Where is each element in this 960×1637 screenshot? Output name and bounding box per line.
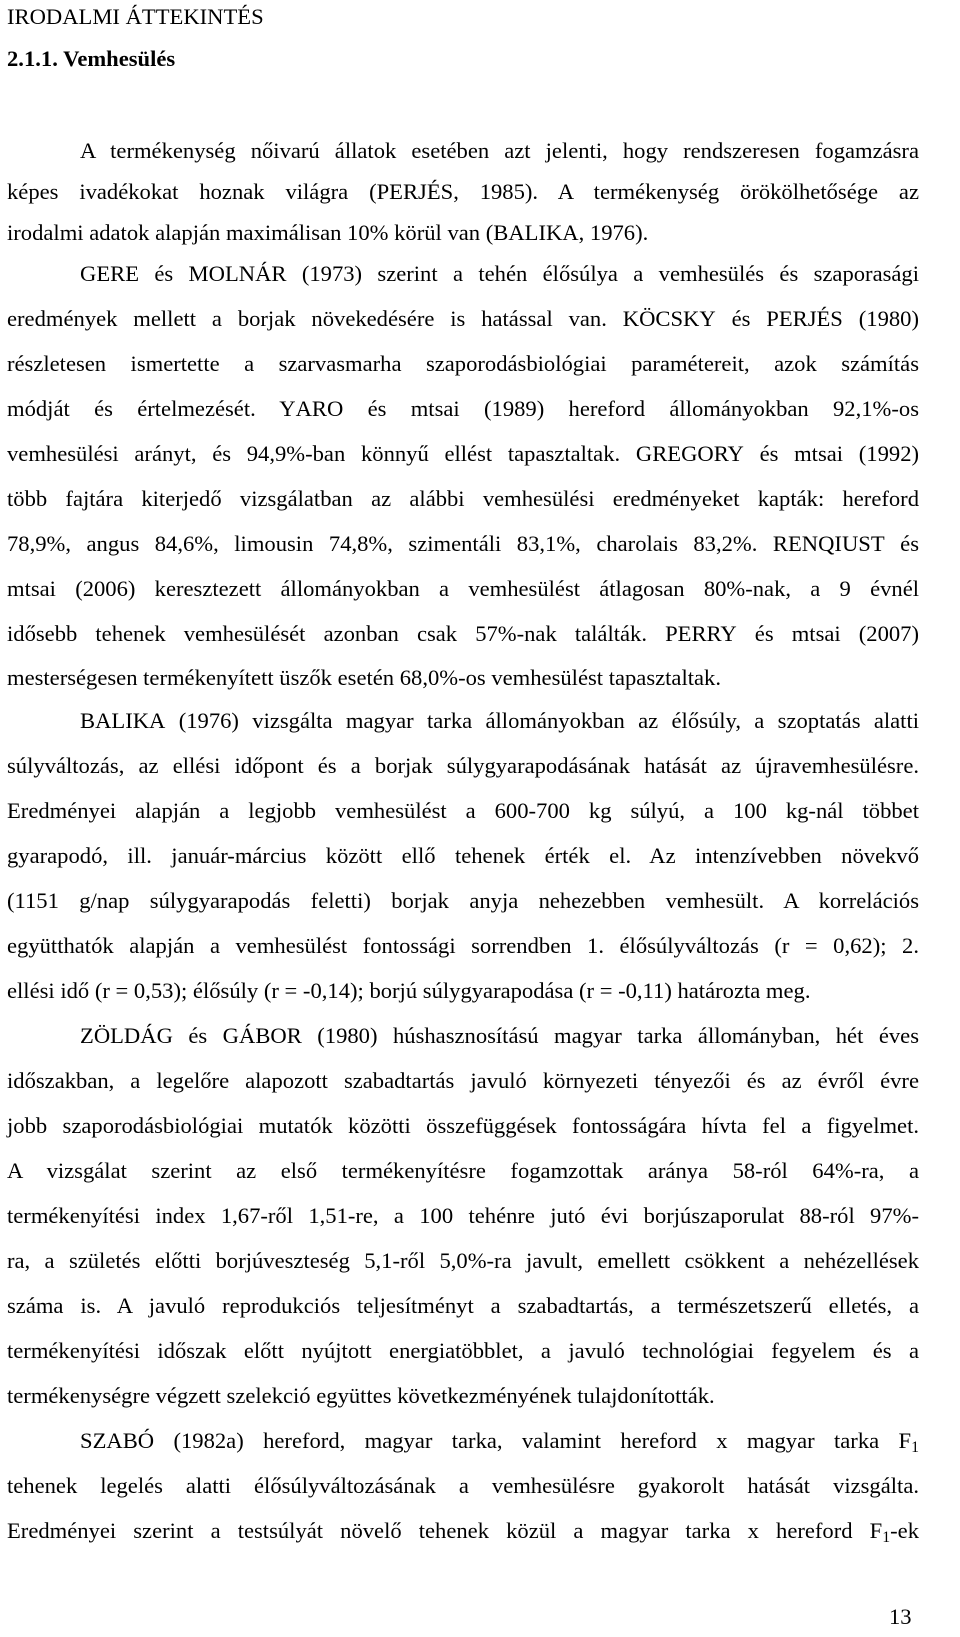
text-line: ZÖLDÁG és GÁBOR (1980) húshasznosítású magyar tarka állományban, hét éves — [80, 1023, 919, 1048]
text-line: részletesen ismertette a szarvasmarha szaporodásbiológiai paramétereit, azok számítás — [7, 351, 919, 376]
page-number: 13 — [889, 1604, 912, 1629]
author-name: B — [80, 708, 96, 733]
author-name: ÖLDÁG — [93, 1023, 173, 1048]
text-line: A termékenység nőivarú állatok esetében azt jelenti, hogy rendszeresen fogamzásra — [80, 138, 919, 163]
author-name: Z — [80, 1023, 94, 1048]
subscript: 1 — [911, 1438, 919, 1456]
text-line: ra, a születés előtti borjúveszteség 5,1-ről 5,0%-ra javult, emellett csökkent a nehézellések — [7, 1248, 919, 1273]
text-line: gyarapodó, ill. január-március között ellő tehenek érték el. Az intenzívebben növekvő — [7, 843, 919, 868]
text-line: jobb szaporodásbiológiai mutatók közötti összefüggések fontosságára hívta fel a figyelmet. — [7, 1113, 919, 1138]
text-line: együtthatók alapján a vemhesülést fontossági sorrendben 1. élősúlyváltozás (r = 0,62); 2. — [7, 933, 919, 958]
text-line: termékenyítési index 1,67-ről 1,51-re, a 100 tehénre jutó évi borjúszaporulat 88-ról 97%- — [7, 1203, 919, 1228]
text-line: (1151 g/nap súlygyarapodás feletti) borjak anyja nehezebben vemhesült. A korrelációs — [7, 888, 919, 913]
text-line: képes ivadékokat hoznak világra (PERJÉS, 1985). A termékenység örökölhetősége az — [7, 179, 919, 204]
text-line: GERE és MOLNÁR (1973) szerint a tehén élősúlya a vemhesülés és szaporasági — [80, 261, 919, 286]
author-name: ENQIUST — [788, 531, 885, 556]
text-line: idősebb tehenek vemhesülését azonban csak 57%-nak találták. PERRY és mtsai (2007) — [7, 621, 920, 646]
text-line: ellési idő (r = 0,53); élősúly (r = -0,14); borjú súlygyarapodása (r = -0,11) határozta meg. — [7, 978, 811, 1003]
author-name: REGORY — [652, 441, 744, 466]
author-name: ERJÉS — [389, 179, 454, 204]
text-line: mtsai (2006) keresztezett állományokban a vemhesülést átlagosan 80%-nak, a 9 évnél — [7, 576, 919, 601]
author-name: ALIKA — [95, 708, 166, 733]
text-line: időszakban, a legelőre alapozott szabadtartás javuló környezeti tényezői és az évről évre — [7, 1068, 919, 1093]
author-name: ÖCSKY — [639, 306, 716, 331]
section-heading: 2.1.1. Vemhesülés — [7, 46, 176, 71]
text-line: száma is. A javuló reprodukciós teljesítményt a szabadtartás, a természetszerű elletés, a — [7, 1293, 919, 1318]
text-line: vemhesülési arányt, és 94,9%-ban könnyű ellést tapasztaltak. GREGORY és mtsai (1992) — [7, 441, 920, 466]
running-header: IRODALMI ÁTTEKINTÉS — [7, 4, 264, 29]
text-line: eredmények mellett a borjak növekedésére is hatással van. KÖCSKY és PERJÉS (1980) — [7, 306, 919, 331]
author-name: ERRY — [677, 621, 737, 646]
author-name: ZABÓ — [92, 1428, 155, 1453]
text-line: termékenyítési időszak előtt nyújtott energiatöbblet, a javuló technológiai fegyelem és a — [7, 1338, 919, 1363]
author-name: ARO — [295, 396, 344, 421]
author-name: S — [80, 1428, 93, 1453]
text-line: Eredményei szerint a testsúlyát növelő tehenek közül a magyar tarka x hereford $F_1-ek$ — [7, 1518, 919, 1546]
text-line: Eredményei alapján a legjobb vemhesülést a 600-700 kg súlyú, a 100 kg-nál többet — [7, 798, 919, 823]
subscript: 1 — [882, 1528, 891, 1546]
text-line: irodalmi adatok alapján maximálisan 10% körül van (BALIKA, 1976). — [7, 220, 649, 245]
author-name: ERJÉS — [778, 306, 843, 331]
text-line: tehenek legelés alatti élősúlyváltozásának a vemhesülésre gyakorolt hatását vizsgálta. — [7, 1473, 919, 1498]
text-line: módját és értelmezését. YARO és mtsai (1989) hereford állományokban 92,1%-os — [7, 396, 919, 421]
text-line: termékenységre végzett szelekció együttes következményének tulajdonították. — [7, 1383, 715, 1408]
author-name: ALIKA — [508, 220, 579, 245]
text-line: több fajtára kiterjedő vizsgálatban az alábbi vemhesülési eredményeket kapták: hereford — [7, 486, 919, 511]
author-name: ERE — [96, 261, 140, 286]
text-line: A vizsgálat szerint az első termékenyítésre fogamzottak aránya 58-ról 64%-ra, a — [7, 1158, 919, 1183]
text-line: mesterségesen termékenyített üszők esetén 68,0%-os vemhesülést tapasztaltak. — [7, 665, 721, 690]
author-name: OLNÁR — [208, 261, 287, 286]
text-line: BALIKA (1976) vizsgálta magyar tarka állományokban az élősúly, a szoptatás alatti — [80, 708, 919, 733]
text-line: súlyváltozás, az ellési időpont és a borjak súlygyarapodásának hatását az újravemhesülésre. — [7, 753, 919, 778]
text-line: 78,9%, angus 84,6%, limousin 74,8%, szimentáli 83,1%, charolais 83,2%. RENQIUST és — [7, 531, 919, 556]
author-name: ÁBOR — [239, 1023, 302, 1048]
text-line: SZABÓ (1982a) hereford, magyar tarka, valamint hereford x magyar tarka $F_1$ — [80, 1428, 919, 1456]
